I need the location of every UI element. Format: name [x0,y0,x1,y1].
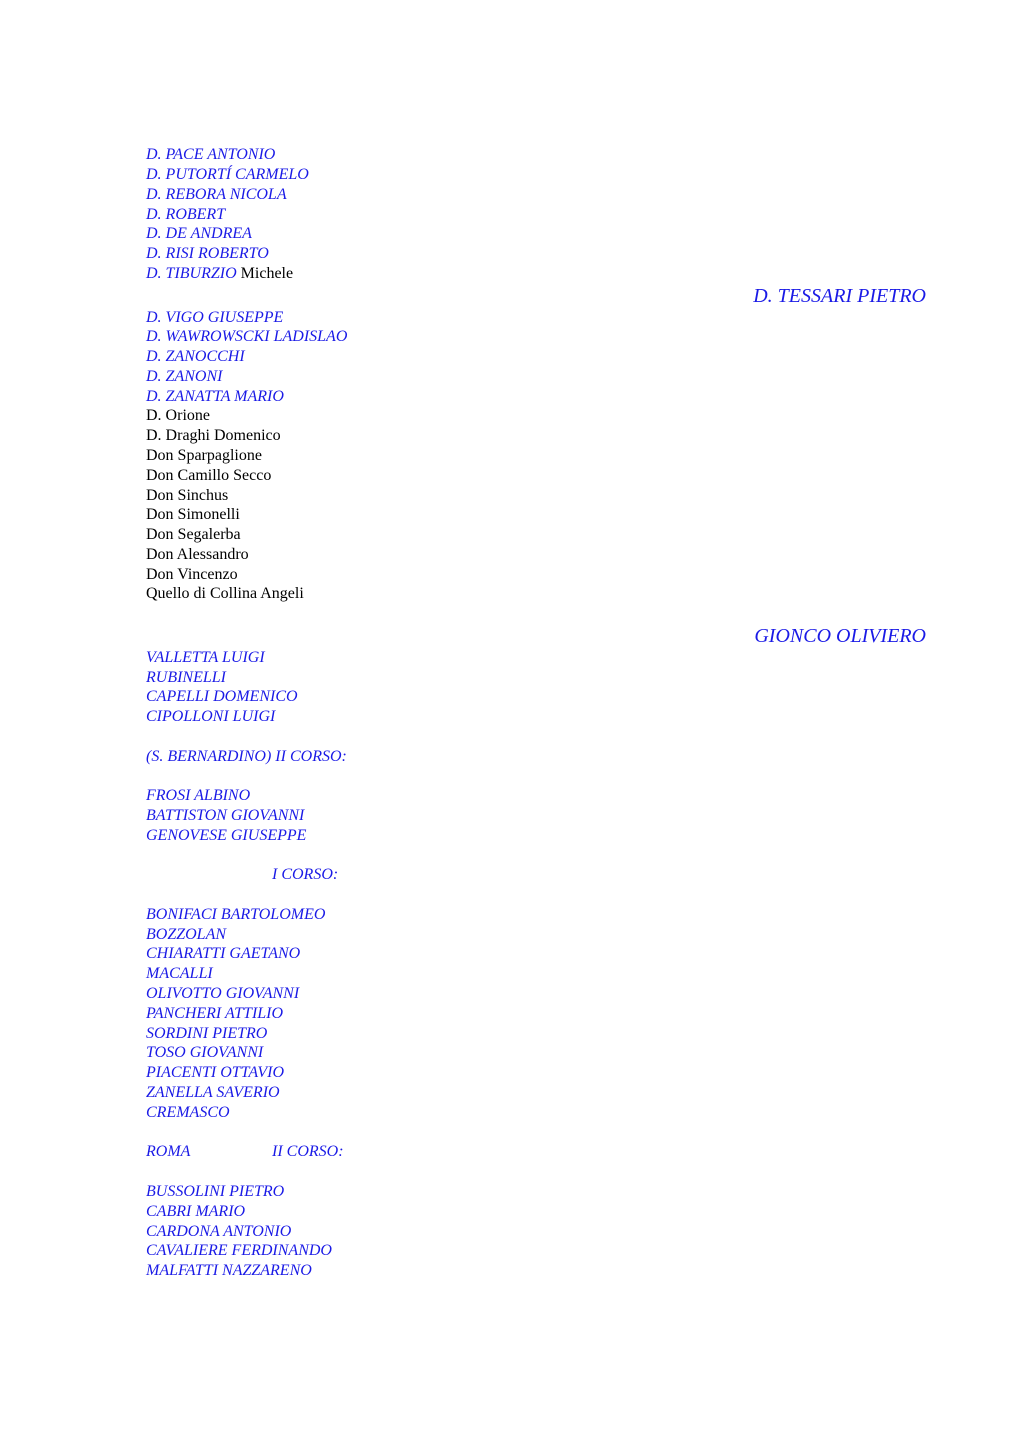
heading-gionco: GIONCO OLIVIERO [754,625,926,647]
name-line: MALFATTI NAZZARENO [146,1262,312,1279]
section-heading-roma: ROMA [146,1143,191,1160]
name-line: Quello di Collina Angeli [146,585,304,602]
name-line: D. Draghi Domenico [146,427,281,444]
name-line: MACALLI [146,965,213,982]
section-heading-i-corso: I CORSO: [272,866,339,883]
name-line: Don Vincenzo [146,566,238,583]
name-line: VALLETTA LUIGI [146,649,265,666]
name-line: ZANELLA SAVERIO [146,1084,280,1101]
name-line: D. PUTORTÍ CARMELO [146,166,309,183]
name-line: D. ZANONI [146,368,223,385]
heading-tessari: D. TESSARI PIETRO [753,285,926,307]
name-line: D. RISI ROBERTO [146,245,269,262]
name-line: D. DE ANDREA [146,225,252,242]
name-line: RUBINELLI [146,669,226,686]
name-line: TOSO GIOVANNI [146,1044,264,1061]
name-line: Don Simonelli [146,506,240,523]
name-line: CREMASCO [146,1104,230,1121]
name-line: PANCHERI ATTILIO [146,1005,284,1022]
name-line: BONIFACI BARTOLOMEO [146,906,326,923]
name-line: Don Alessandro [146,546,249,563]
name-line: Don Segalerba [146,526,241,543]
name-line: D. VIGO GIUSEPPE [146,309,284,326]
name-line: GENOVESE GIUSEPPE [146,827,307,844]
name-line: CARDONA ANTONIO [146,1223,292,1240]
name-line: BUSSOLINI PIETRO [146,1183,285,1200]
name-line: BATTISTON GIOVANNI [146,807,305,824]
name-line: Don Camillo Secco [146,467,272,484]
name-line: CABRI MARIO [146,1203,246,1220]
name-line: D. PACE ANTONIO [146,146,276,163]
name-line: CAVALIERE FERDINANDO [146,1242,332,1259]
name-line: D. WAWROWSCKI LADISLAO [146,328,348,345]
name-line: D. REBORA NICOLA [146,186,287,203]
name-line: D. ZANATTA MARIO [146,388,284,405]
section-heading-san-bernardino: (S. BERNARDINO) II CORSO: [146,748,347,765]
section-heading-roma-corso: II CORSO: [272,1143,344,1160]
name-line: D. ROBERT [146,206,226,223]
name-line: CHIARATTI GAETANO [146,945,301,962]
name-line: BOZZOLAN [146,926,227,943]
name-line-tiburzio [146,264,293,284]
name-line: Don Sinchus [146,487,229,504]
name-line: PIACENTI OTTAVIO [146,1064,285,1081]
tiburzio-title: D. TIBURZIO [146,265,237,282]
tiburzio-firstname: Michele [236,265,294,282]
name-line: CAPELLI DOMENICO [146,688,298,705]
name-line: SORDINI PIETRO [146,1025,268,1042]
name-line: Don Sparpaglione [146,447,262,464]
name-line: OLIVOTTO GIOVANNI [146,985,300,1002]
name-line: CIPOLLONI LUIGI [146,708,276,725]
name-line: D. ZANOCCHI [146,348,245,365]
name-line: D. Orione [146,407,210,424]
name-line: FROSI ALBINO [146,787,251,804]
